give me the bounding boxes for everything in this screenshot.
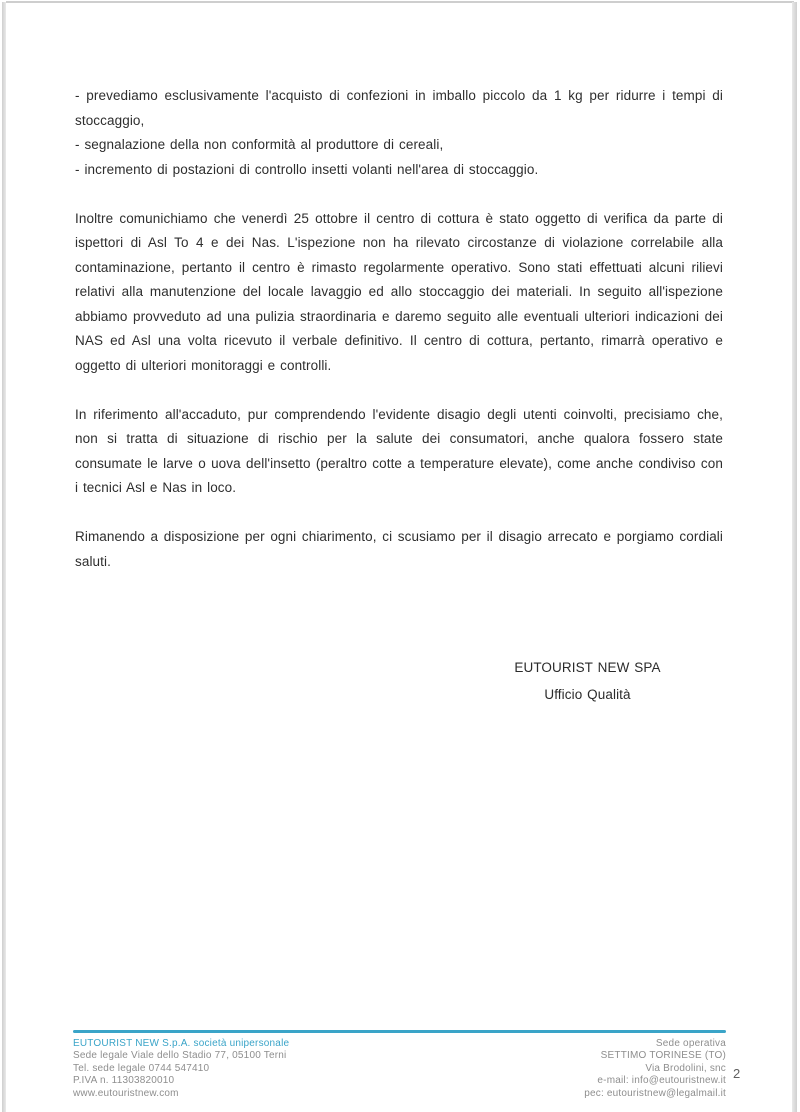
footer xyxy=(73,1030,726,1100)
footer-company-name: EUTOURIST NEW S.p.A. società unipersonale xyxy=(73,1038,290,1049)
footer-right-block xyxy=(584,1038,726,1100)
bullet-item: - segnalazione della non conformità al produttore di cereali, xyxy=(75,137,444,152)
page-edge-top xyxy=(6,1,794,3)
footer-city: SETTIMO TORINESE (TO) xyxy=(600,1050,726,1062)
letter-paragraph: Rimanendo a disposizione per ogni chiarimento, ci scusiamo per il disagio arrecato e porgiamo cordiali saluti. xyxy=(75,529,723,569)
footer-vat: P.IVA n. 11303820010 xyxy=(73,1075,175,1087)
footer-rule xyxy=(73,1030,726,1033)
footer-website: www.eutouristnew.com xyxy=(73,1087,179,1099)
signature-department: Ufficio Qualità xyxy=(544,687,631,702)
letter-body xyxy=(75,84,723,708)
footer-phone: Tel. sede legale 0744 547410 xyxy=(73,1062,210,1074)
letter-paragraph: Inoltre comunichiamo che venerdì 25 ottobre il centro di cottura è stato oggetto di verifica da parte di ispettori di Asl To 4 e dei Nas. L'ispezione non ha rilevato circostanze di violazione correlabile alla contaminazione, pertanto il centro è rimasto regolarmente operativo. Sono stati effettuati alcuni rilievi relativi alla manutenzione del locale lavaggio ed allo stoccaggio dei materiali. In seguito all'ispezione abbiamo provveduto ad una pulizia straordinaria e daremo seguito alle eventuali ulteriori indicazioni dei NAS ed Asl una volta ricevuto il verbale definitivo. Il centro di cottura, pertanto, rimarrà operativo e oggetto di ulteriori monitoraggi e controlli. xyxy=(75,210,723,373)
footer-pec: pec: eutouristnew@legalmail.it xyxy=(584,1087,726,1099)
footer-street: Via Brodolini, snc xyxy=(645,1062,726,1074)
page-edge-left xyxy=(2,2,6,1112)
page-edge-right xyxy=(792,2,797,1112)
footer-address: Sede legale Viale dello Stadio 77, 05100 Terni xyxy=(73,1050,287,1062)
footer-operational-office-label: Sede operativa xyxy=(655,1038,726,1049)
letter-paragraph: In riferimento all'accaduto, pur comprendendo l'evidente disagio degli utenti coinvolti, precisiamo che, non si tratta di situazione di rischio per la salute dei consumatori, anche qualora fossero state consumate le larve o uova dell'insetto (peraltro cotte a temperature elevate), come anche condiviso con i tecnici Asl e Nas in loco. xyxy=(75,406,723,495)
bullet-item: - incremento di postazioni di controllo insetti volanti nell'area di stoccaggio. xyxy=(75,161,539,177)
signature-block xyxy=(475,654,700,708)
signature-company: EUTOURIST NEW SPA xyxy=(514,660,661,675)
bullet-item: - prevediamo esclusivamente l'acquisto di confezioni in imballo piccolo da 1 kg per ridurre i tempi di stoccaggio, xyxy=(75,88,723,128)
footer-email: e-mail: info@eutouristnew.it xyxy=(597,1075,726,1087)
footer-left-block xyxy=(73,1038,289,1100)
page-number: 2 xyxy=(733,1066,741,1081)
